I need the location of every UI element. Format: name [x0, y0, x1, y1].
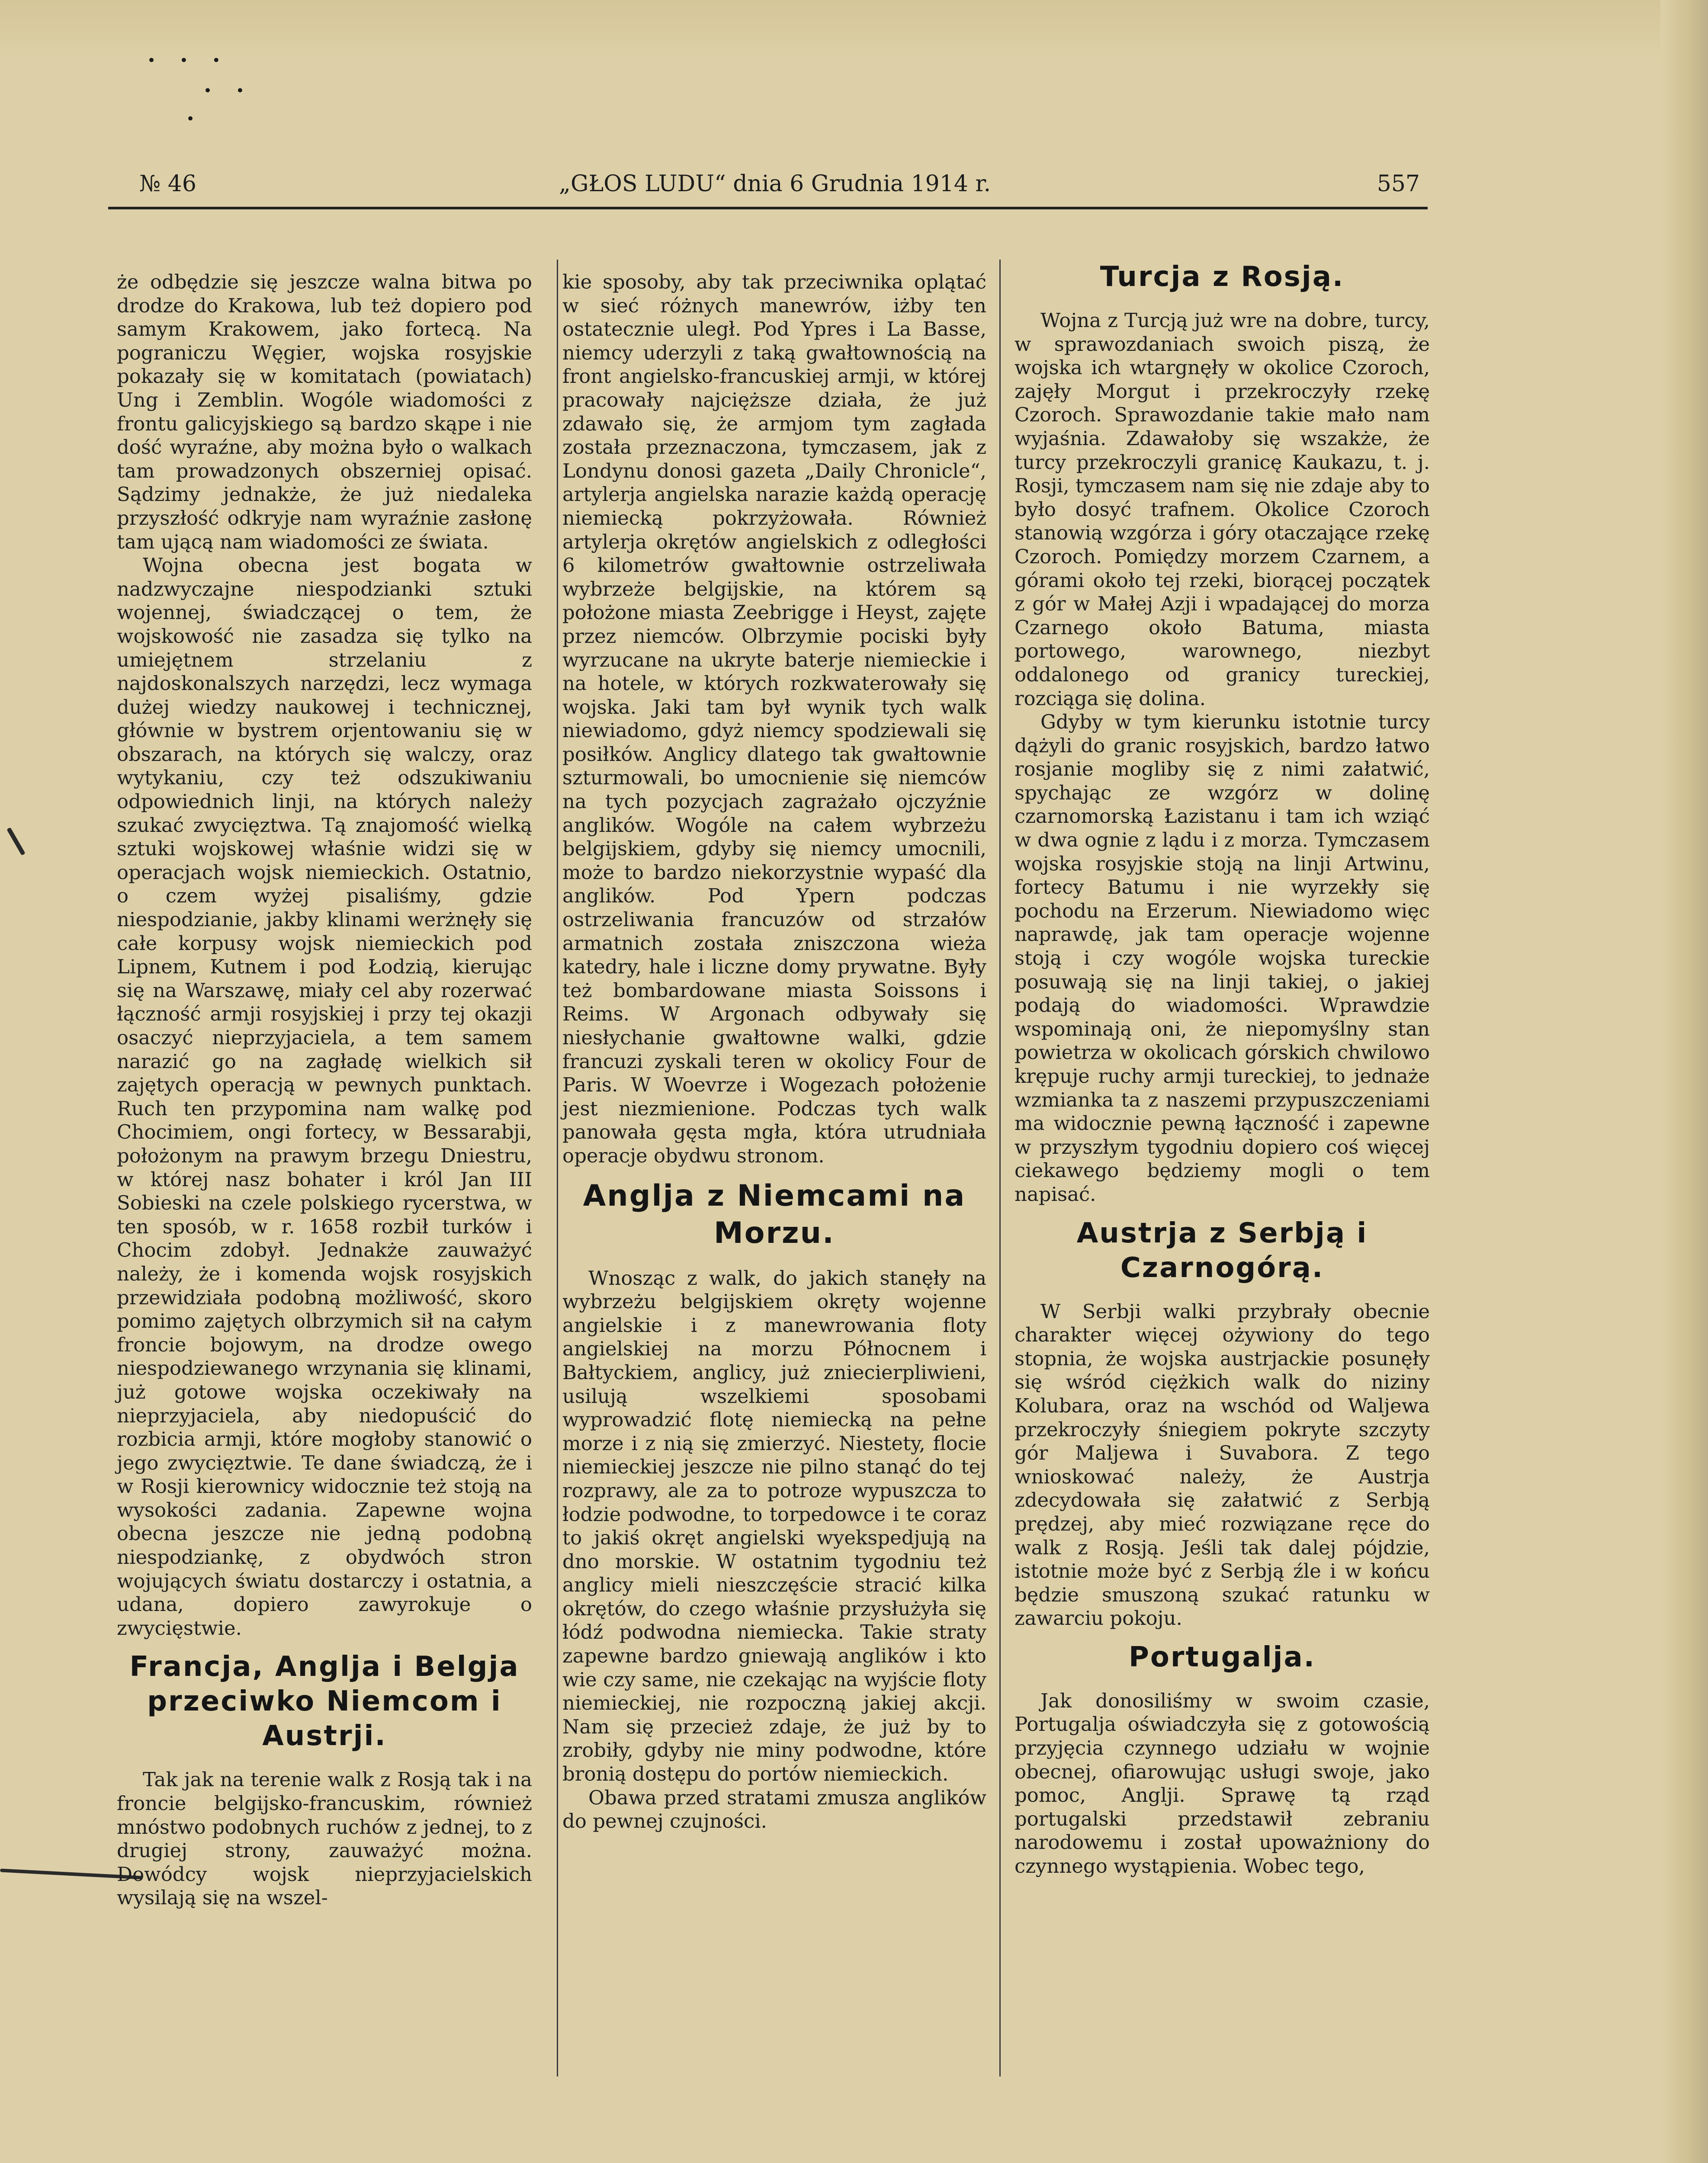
torn-right-edge — [1660, 0, 1708, 2163]
ink-scratch-mark — [6, 827, 26, 856]
ink-dots-decoration: • — [186, 110, 205, 128]
paragraph: Wojna z Turcją już wre na dobre, turcy, w sprawozdaniach swoich piszą, że wojska ich wtargnęły w okolice Czoroch, zajęły Morgut i przekroczyły rzekę Czoroch. Sprawozdanie takie mało nam wyjaśnia. Zdawałoby się wszakże, że turcy przekroczyli granicę Kaukazu, t. j. Rosji, tymczasem nam się nie zdaje aby to było dosyć trafnem. Okolice Czoroch stanowią wzgórza i góry otaczające rzekę Czoroch. Pomiędzy morzem Czarnem, a górami około tej rzeki, biorącej początek z gór w Małej Azji i wpadającej do morza Czarnego około Batuma, miasta portowego, warownego, niezbyt oddalonego od granicy tureckiej, rozciąga się dolina. — [1015, 309, 1430, 710]
article-column-2 — [562, 270, 986, 1833]
section-heading-austrja: Austrja z Serbją i Czarnogórą. — [1076, 1217, 1368, 1284]
article-column-3 — [1015, 260, 1430, 1878]
paragraph: że odbędzie się jeszcze walna bitwa po drodze do Krakowa, lub też dopiero pod samym Krakowem, jako fortecą. Na pograniczu Węgier, wojska rosyjskie pokazały się w komitatach (powiatach) Ung i Zemblin. Wogóle wiadomości z frontu galicyjskiego są bardzo skąpe i nie dość wyraźne, aby można było o walkach tam prowadzonych obszerniej opisać. Sądzimy jednakże, że już niedaleka przyszłość odkryje nam wyraźnie zasłonę tam ującą nam wiadomości ze świata. — [117, 270, 532, 553]
section-heading-portugalja: Portugalja. — [1129, 1641, 1316, 1673]
column-divider — [557, 260, 558, 2076]
paragraph: W Serbji walki przybrały obecnie charakter więcej ożywiony do tego stopnia, że wojska austrjackie posunęły się wśród ciężkich walk do niziny Kolubara, oraz na wschód od Waljewa przekroczyły śniegiem pokryte szczyty gór Maljewa i Suvabora. Z tego wnioskować należy, że Austrja zdecydowała się załatwić z Serbją prędzej, aby mieć rozwiązane ręce do walk z Rosją. Jeśli tak dalej pójdzie, istotnie może być z Serbją źle i w końcu będzie smuszoną szukać ratunku w zawarciu pokoju. — [1015, 1300, 1430, 1630]
paragraph: Wojna obecna jest bogata w nadzwyczajne niespodzianki sztuki wojennej, świadczącej o tem, że wojskowość nie zasadza się tylko na umiejętnem strzelaniu z najdoskonalszych narzędzi, lecz wymaga dużej wiedzy naukowej i technicznej, głównie w bystrem orjentowaniu się w obszarach, na których się walczy, oraz wytykaniu, czy też odszukiwaniu odpowiednich linji, na których należy szukać zwycięztwa. Tą znajomość wielką sztuki wojskowej właśnie widzi się w operacjach wojsk niemieckich. Ostatnio, o czem wyżej pisaliśmy, gdzie niespodzianie, jakby klinami werżnęły się całe korpusy wojsk niemieckich pod Lipnem, Kutnem i pod Łodzią, kierując się na Warszawę, miały cel aby rozerwać łączność armji rosyjskiej i przy tej okazji osaczyć nieprzyjaciela, a tem samem narazić go na zagładę wielkich sił zajętych operacją w pewnych punktach. Ruch ten przypomina nam walkę pod Chocimiem, ongi fortecy, w Bessarabji, położonym na prawym brzegu Dniestru, w której nasz bohater i król Jan III Sobieski na czele polskiego rycerstwa, w ten sposób, w r. 1658 rozbił turków i Chocim zdobył. Jednakże zauważyć należy, że i komenda wojsk rosyjskich przewidziała podobną możliwość, skoro pomimo zajętych olbrzymich sił na całym froncie bojowym, na drodze owego niespodziewanego wrzynania się klinami, już gotowe wojska oczekiwały na nieprzyjaciela, aby niedopuścić do rozbicia armji, które mogłoby stanowić o jego zwycięztwie. Te dane świadczą, że i w Rosji kierownicy widocznie też stoją na wysokości zadania. Zapewne wojna obecna jeszcze nie jedną podobną niespodziankę, z obydwóch stron wojujących światu dostarczy i ostatnia, a udana, dopiero zawyrokuje o zwycięstwie. — [117, 554, 532, 1640]
paragraph: Jak donosiliśmy w swoim czasie, Portugalja oświadczyła się z gotowością przyjęcia czynnego udziału w wojnie obecnej, ofiarowując usługi swoje, jako pomoc, Anglji. Sprawę tą rząd portugalski przedstawił zebraniu narodowemu i został upoważniony do czynnego wystąpienia. Wobec tego, — [1015, 1689, 1430, 1878]
paragraph: Tak jak na terenie walk z Rosją tak i na froncie belgijsko-francuskim, również mnóstwo podobnych ruchów z jednej, to z drugiej strony, zauważyć można. Dowódcy wojsk nieprzyjacielskich wysilają się na wszel- — [117, 1768, 532, 1909]
ink-dots-decoration: • • — [203, 82, 254, 99]
section-heading-anglja: Anglja z Niemcami na Morzu. — [583, 1178, 966, 1250]
section-heading-turcja: Turcja z Rosją. — [1100, 261, 1345, 293]
article-column-1 — [117, 270, 532, 1910]
page-header — [139, 171, 1420, 197]
paragraph: Gdyby w tym kierunku istotnie turcy dążyli do granic rosyjskich, bardzo łatwo rosjanie mogliby się z nimi załatwić, spychając ze wzgórz w dolinę czarnomorską Łazistanu i tam ich wziąć w dwa ognie z lądu i z morza. Tymczasem wojska rosyjskie stoją na linji Artwinu, fortecy Batumu i nie wyrzekły się pochodu na Erzerum. Niewiadomo więc naprawdę, jak tam operacje wojenne stoją i czy wogóle wojska tureckie posuwają się na linji takiej, o jakiej podają do wiadomości. Wprawdzie wspominają oni, że niepomyślny stan powietrza w okolicach górskich chwilowo krępuje ruchy armji tureckiej, to jednaże wzmianka ta z naszemi przypuszczeniami ma widocznie pewną łączność i zapewne w przyszłym tygodniu dopiero coś więcej ciekawego będziemy mogli o tem napisać. — [1015, 710, 1430, 1206]
issue-number: № 46 — [139, 171, 196, 197]
masthead-date: „GŁOS LUDU“ dnia 6 Grudnia 1914 r. — [559, 171, 991, 197]
paper-top-shading — [0, 0, 1708, 61]
column-divider — [999, 260, 1001, 2076]
section-heading-francja: Francja, Anglja i Belgja przeciwko Niemcom i Austrji. — [129, 1651, 520, 1752]
paragraph: kie sposoby, aby tak przeciwnika oplątać w sieć różnych manewrów, iżby ten ostatecznie uległ. Pod Ypres i La Basse, niemcy uderzyli z taką gwałtownością na front angielsko-francuskiej armji, w której pracowały najcięższe działa, że już zdawało się, że armjom tym zagłada została przeznaczona, tymczasem, jak z Londynu donosi gazeta „Daily Chronicle“, artylerja angielska narazie każdą operację niemiecką pokrzyżowała. Również artylerja okrętów angielskich z odległości 6 kilometrów gwałtownie ostrzeliwała wybrzeże belgijskie, na którem są położone miasta Zeebrigge i Heyst, zajęte przez niemców. Olbrzymie pociski były wyrzucane na ukryte baterje niemieckie i na hotele, w których rozkwaterowały się wojska. Jaki tam był wynik tych walk niewiadomo, gdyż niemcy spodziewali się posiłków. Anglicy dlatego tak gwałtownie szturmowali, bo umocnienie się niemców na tych pozycjach zagrażało ojczyźnie anglików. Wogóle na całem wybrzeżu belgijskiem, gdyby się niemcy umocnili, może to bardzo niekorzystnie wypaść dla anglików. Pod Ypern podczas ostrzeliwania francuzów od strzałów armatnich została zniszczona wieża katedry, hale i liczne domy prywatne. Były też bombardowane miasta Soissons i Reims. W Argonach odbywały się niesłychanie gwałtowne walki, gdzie francuzi zyskali teren w okolicy Four de Paris. W Woevrze i Wogezach położenie jest niezmienione. Podczas tych walk panowała gęsta mgła, która utrudniała operacje obydwu stronom. — [562, 270, 986, 1167]
page-number: 557 — [1377, 171, 1420, 197]
ink-dots-decoration: • • • — [147, 52, 230, 69]
paragraph: Obawa przed stratami zmusza anglików do pewnej czujności. — [562, 1786, 986, 1833]
header-rule — [108, 207, 1428, 209]
paragraph: Wnosząc z walk, do jakich stanęły na wybrzeżu belgijskiem okręty wojenne angielskie i z manewrowania floty angielskiej na morzu Północnem i Bałtyckiem, anglicy, już zniecierpliwieni, usilują wszelkiemi sposobami wyprowadzić flotę niemiecką na pełne morze i z nią się zmierzyć. Niestety, flocie niemieckiej jeszcze nie pilno stanąć do tej rozprawy, ale za to potroze wypuszcza to łodzie podwodne, to torpedowce i te coraz to jakiś okręt angielski wyekspedjują na dno morskie. W ostatnim tygodniu też anglicy mieli nieszczęście stracić kilka okrętów, do czego właśnie przysłużyła się łódź podwodna niemiecka. Takie straty zapewne bardzo gniewają anglików i kto wie czy same, nie czekając na wyjście floty niemieckiej, nie rozpoczną jakiej akcji. Nam się przecież zdaje, że już by to zrobiły, gdyby nie miny podwodne, które bronią dostępu do portów niemieckich. — [562, 1266, 986, 1786]
